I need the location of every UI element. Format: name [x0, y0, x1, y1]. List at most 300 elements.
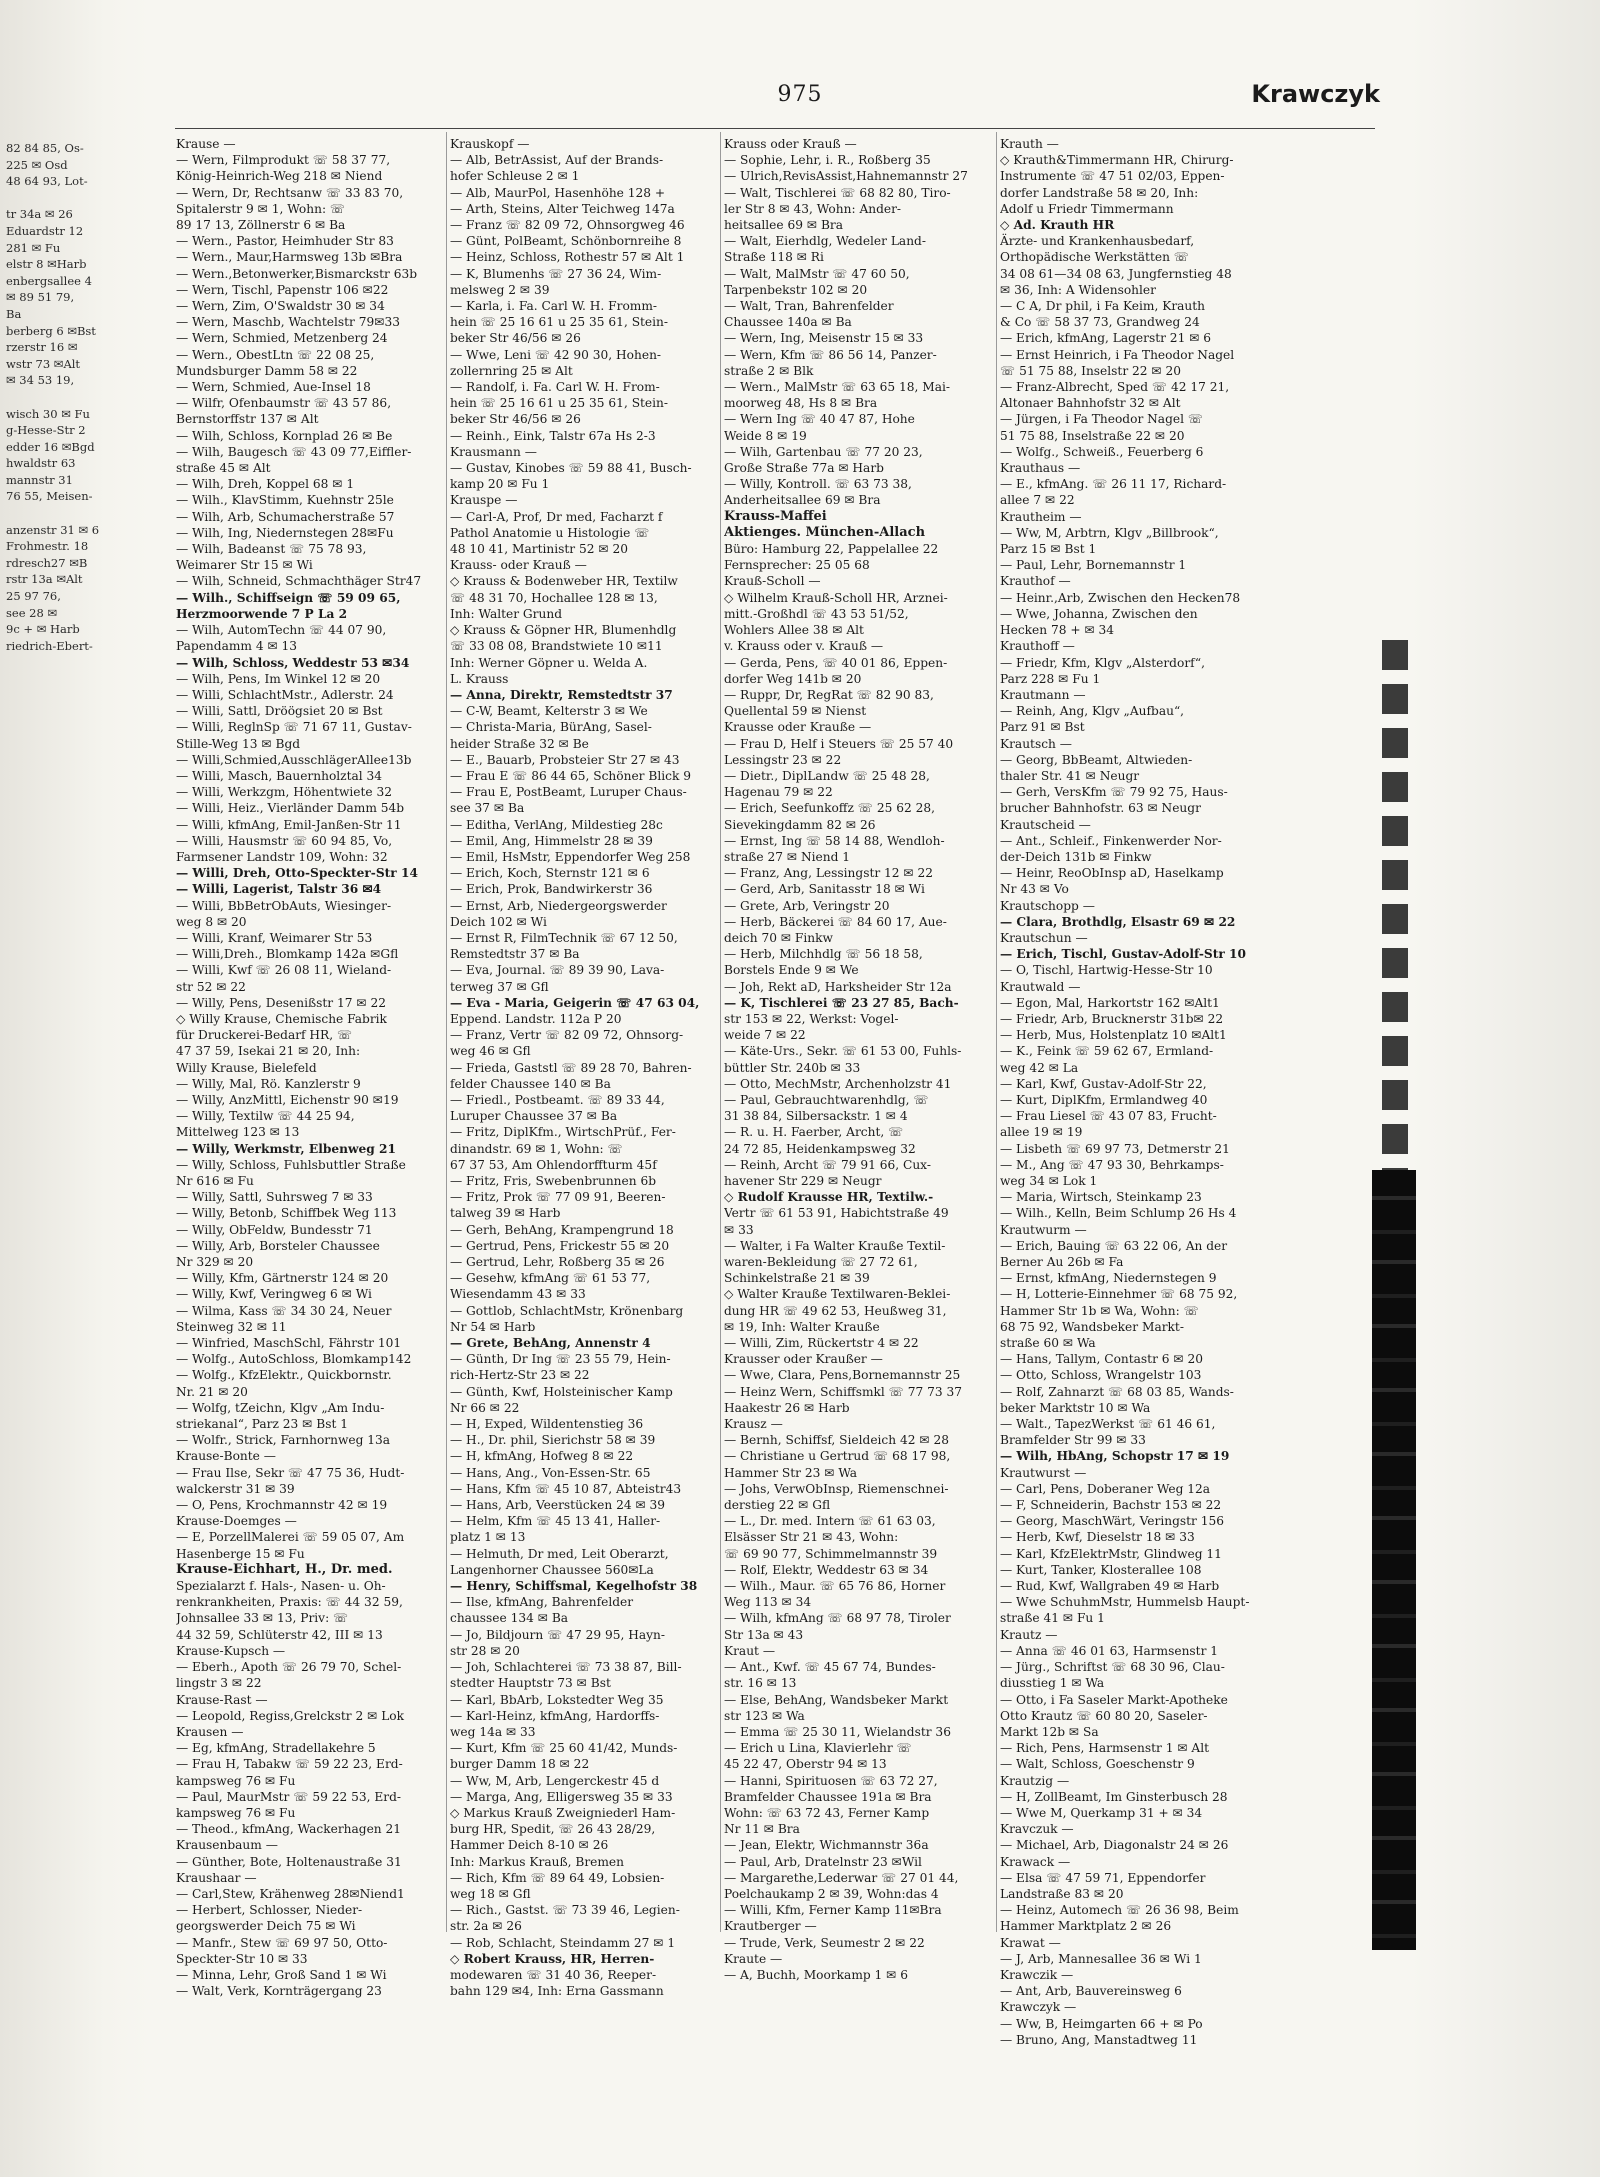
directory-entry: — Wwe, Clara, Pens,Bornemannstr 25	[724, 1368, 961, 1383]
directory-entry: diusstieg 1 ✉ Wa	[1000, 1676, 1105, 1691]
previous-page-line	[6, 505, 152, 522]
directory-entry: — Wilh, Arb, Schumacherstraße 57	[176, 509, 395, 524]
directory-entry: Krauss oder Krauß —	[724, 137, 857, 151]
directory-entry: Kraute —	[724, 1951, 783, 1966]
previous-page-line: ✉ 34 53 19,	[6, 373, 75, 388]
directory-entry: — Franz, Ang, Lessingstr 12 ✉ 22	[724, 866, 934, 881]
directory-entry: — A, Buchh, Moorkamp 1 ✉ 6	[724, 1967, 909, 1982]
directory-entry: — Jo, Bildjourn ☏ 47 29 95, Hayn-	[450, 1627, 665, 1642]
directory-entry: — Paul, Gebrauchtwarenhdlg, ☏	[724, 1092, 929, 1107]
directory-entry: — Wolfg., AutoSchloss, Blomkamp142	[176, 1352, 412, 1367]
directory-entry: — L., Dr. med. Intern ☏ 61 63 03,	[724, 1514, 936, 1529]
directory-entry: — Wern., Maur,Harmsweg 13b ✉Bra	[176, 250, 403, 265]
directory-entry: — Rud, Kwf, Wallgraben 49 ✉ Harb	[1000, 1579, 1220, 1594]
directory-entry: rich-Hertz-Str 23 ✉ 22	[450, 1368, 590, 1383]
directory-entry: — Ernst Heinrich, i Fa Theodor Nagel	[1000, 347, 1235, 362]
directory-heading: Aktienges. München-Allach	[724, 524, 926, 540]
directory-entry: Hecken 78 + ✉ 34	[1000, 623, 1115, 638]
directory-entry: Krausen —	[176, 1724, 244, 1739]
directory-entry: — Willi,Dreh., Blomkamp 142a ✉Gfl	[176, 947, 399, 962]
directory-entry: — Rich, Kfm ☏ 89 64 49, Lobsien-	[450, 1870, 665, 1885]
directory-entry: — C-W, Beamt, Kelterstr 3 ✉ We	[450, 704, 648, 719]
directory-entry: — Kurt, Kfm ☏ 25 60 41/42, Munds-	[450, 1741, 678, 1756]
directory-entry: terweg 37 ✉ Gfl	[450, 979, 549, 994]
directory-entry: dorfer Weg 141b ✉ 20	[724, 671, 862, 686]
directory-entry: — Elsa ☏ 47 59 71, Eppendorfer	[1000, 1870, 1206, 1885]
directory-entry: ✉ 19, Inh: Walter Krauße	[724, 1319, 880, 1334]
directory-entry: 34 08 61—34 08 63, Jungfernstieg 48	[1000, 266, 1232, 281]
directory-entry: weg 46 ✉ Gfl	[450, 1044, 531, 1059]
directory-entry: ✉ 36, Inh: A Widensohler	[1000, 282, 1156, 297]
directory-entry: — M., Ang ☏ 47 93 30, Behrkamps-	[1000, 1157, 1224, 1172]
directory-entry: — Walt, MalMstr ☏ 47 60 50,	[724, 266, 910, 281]
directory-entry: — Michael, Arb, Diagonalstr 24 ✉ 26	[1000, 1838, 1229, 1853]
directory-entry: — Margarethe,Lederwar ☏ 27 01 44,	[724, 1870, 959, 1885]
directory-entry: — Wern, Schmied, Aue-Insel 18	[176, 380, 371, 395]
previous-page-line: anzenstr 31 ✉ 6	[6, 522, 100, 537]
directory-entry: — Christa-Maria, BürAng, Sasel-	[450, 720, 652, 735]
previous-page-line: enbergsallee 4	[6, 273, 92, 288]
directory-entry: Langenhorner Chaussee 560✉La	[450, 1562, 654, 1577]
directory-entry: — Rich, Pens, Harmsenstr 1 ✉ Alt	[1000, 1741, 1210, 1756]
directory-entry: — Kurt, DiplKfm, Ermlandweg 40	[1000, 1092, 1208, 1107]
directory-entry: ◇ Krauss & Bodenweber HR, Textilw	[450, 574, 678, 589]
directory-entry: — Walt, Schloss, Goeschenstr 9	[1000, 1757, 1195, 1772]
directory-entry: — O, Pens, Krochmannstr 42 ✉ 19	[176, 1498, 388, 1513]
directory-entry: — Trude, Verk, Seumestr 2 ✉ 22	[724, 1935, 925, 1950]
directory-entry: Krausz —	[724, 1417, 783, 1432]
directory-entry: Adolf u Friedr Timmermann	[1000, 201, 1174, 216]
directory-entry: weg 18 ✉ Gfl	[450, 1886, 531, 1901]
directory-entry: — F, Schneiderin, Bachstr 153 ✉ 22	[1000, 1498, 1222, 1513]
directory-entry: Krauss- oder Krauß —	[450, 558, 587, 573]
directory-entry: Weg 113 ✉ 34	[724, 1595, 812, 1610]
directory-entry: ◇ Krauss & Göpner HR, Blumenhdlg	[450, 623, 677, 638]
directory-entry: — Willi, BbBetrObAuts, Wiesinger-	[176, 898, 392, 913]
directory-entry: — Henry, Schiffsmal, Kegelhofstr 38	[450, 1579, 698, 1594]
directory-entry: Str 13a ✉ 43	[724, 1627, 804, 1642]
directory-entry: hein ☏ 25 16 61 u 25 35 61, Stein-	[450, 396, 669, 411]
previous-page-line: rdresch27 ✉B	[6, 555, 88, 570]
running-head: Krawczyk	[1251, 80, 1380, 108]
directory-entry: str 28 ✉ 20	[450, 1643, 520, 1658]
directory-entry: — Willi, ReglnSp ☏ 71 67 11, Gustav-	[176, 720, 412, 735]
directory-entry: — Ernst, Arb, Niedergeorgswerder	[450, 898, 667, 913]
directory-entry: Krautwald —	[1000, 979, 1081, 994]
directory-entry: — Frau D, Helf i Steuers ☏ 25 57 40	[724, 736, 954, 751]
previous-page-line: riedrich-Ebert-	[6, 638, 93, 653]
directory-entry: — Günth, Kwf, Holsteinischer Kamp	[450, 1384, 673, 1399]
directory-entry: Straße 118 ✉ Ri	[724, 250, 824, 265]
directory-entry: Hagenau 79 ✉ 22	[724, 785, 833, 800]
directory-entry: Krause-Doemges —	[176, 1514, 297, 1529]
directory-entry: — Wilh., Maur. ☏ 65 76 86, Horner	[724, 1579, 946, 1594]
directory-entry: — Rolf, Zahnarzt ☏ 68 03 85, Wands-	[1000, 1384, 1234, 1399]
directory-entry: Nr 66 ✉ 22	[450, 1400, 520, 1415]
directory-entry: — Wern., MalMstr ☏ 63 65 18, Mai-	[724, 380, 950, 395]
directory-entry: Krausenbaum —	[176, 1838, 278, 1853]
previous-page-line: g-Hesse-Str 2	[6, 423, 86, 438]
directory-entry: Johnsallee 33 ✉ 13, Priv: ☏	[176, 1611, 349, 1626]
directory-entry: — Frau Ilse, Sekr ☏ 47 75 36, Hudt-	[176, 1465, 405, 1480]
directory-entry: — Herbert, Schlosser, Nieder-	[176, 1903, 363, 1918]
directory-entry: — Grete, BehAng, Annenstr 4	[450, 1336, 651, 1351]
directory-entry: — Rob, Schlacht, Steindamm 27 ✉ 1	[450, 1935, 676, 1950]
previous-page-line: rstr 13a ✉Alt	[6, 572, 83, 587]
previous-page-line: Eduardstr 12	[6, 223, 84, 238]
directory-entry: Krauth —	[1000, 137, 1059, 151]
directory-entry: — Hans, Arb, Veerstücken 24 ✉ 39	[450, 1498, 666, 1513]
directory-entry: walckerstr 31 ✉ 39	[176, 1481, 295, 1496]
directory-entry: — H., Dr. phil, Sierichstr 58 ✉ 39	[450, 1433, 656, 1448]
directory-entry: heitsallee 69 ✉ Bra	[724, 218, 843, 233]
directory-entry: Fernsprecher: 25 05 68	[724, 558, 870, 573]
directory-entry: Wohn: ☏ 63 72 43, Ferner Kamp	[724, 1805, 930, 1820]
directory-entry: Kraut —	[724, 1643, 776, 1658]
directory-entry: Papendamm 4 ✉ 13	[176, 639, 298, 654]
directory-entry: Krawczyk —	[1000, 2000, 1077, 2015]
directory-entry: — Paul, Lehr, Bornemannstr 1	[1000, 558, 1187, 573]
directory-entry: — Dietr., DiplLandw ☏ 25 48 28,	[724, 768, 930, 783]
directory-entry: Lessingstr 23 ✉ 22	[724, 752, 842, 767]
directory-entry: Markt 12b ✉ Sa	[1000, 1724, 1099, 1739]
directory-entry: zollernring 25 ✉ Alt	[450, 363, 573, 378]
directory-entry: — Willy, Mal, Rö. Kanzlerstr 9	[176, 1076, 361, 1091]
directory-entry: 31 38 84, Silbersackstr. 1 ✉ 4	[724, 1109, 908, 1124]
directory-entry: — Maria, Wirtsch, Steinkamp 23	[1000, 1190, 1202, 1205]
directory-entry: — Bernh, Schiffsf, Sieldeich 42 ✉ 28	[724, 1433, 949, 1448]
directory-entry: — Willi, Heiz., Vierländer Damm 54b	[176, 801, 405, 816]
directory-entry: waren-Bekleidung ☏ 27 72 61,	[724, 1255, 918, 1270]
directory-entry: Krautwurm —	[1000, 1222, 1087, 1237]
directory-entry: — Herb, Mus, Holstenplatz 10 ✉Alt1	[1000, 1028, 1227, 1043]
directory-entry: — Wern., ObestLtn ☏ 22 08 25,	[176, 347, 375, 362]
directory-entry: — Willy, ObFeldw, Bundesstr 71	[176, 1222, 373, 1237]
directory-entry: — Herb, Milchhdlg ☏ 56 18 58,	[724, 947, 923, 962]
directory-entry: mitt.-Großhdl ☏ 43 53 51/52,	[724, 606, 909, 621]
directory-entry: kampsweg 76 ✉ Fu	[176, 1773, 296, 1788]
directory-entry: — Wern.,Betonwerker,Bismarckstr 63b	[176, 266, 418, 281]
directory-entry: — Hanni, Spirituosen ☏ 63 72 27,	[724, 1773, 938, 1788]
previous-page-line: wstr 73 ✉Alt	[6, 356, 81, 371]
directory-entry: — Willy, Sattl, Suhrsweg 7 ✉ 33	[176, 1190, 373, 1205]
previous-page-line: edder 16 ✉Bgd	[6, 439, 95, 454]
directory-entry: — Willy, Werkmstr, Elbenweg 21	[176, 1141, 396, 1156]
directory-entry: — Heinr, ReoObInsp aD, Haselkamp	[1000, 866, 1224, 881]
directory-entry: — Ernst, Ing ☏ 58 14 88, Wendloh-	[724, 833, 945, 848]
directory-entry: Mundsburger Damm 58 ✉ 22	[176, 363, 358, 378]
directory-entry: büttler Str. 240b ✉ 33	[724, 1060, 861, 1075]
directory-entry: — Emma ☏ 25 30 11, Wielandstr 36	[724, 1724, 951, 1739]
directory-entry: — Wilh, Baugesch ☏ 43 09 77,Eiffler-	[176, 444, 412, 459]
directory-entry: — Erich, Koch, Sternstr 121 ✉ 6	[450, 866, 650, 881]
directory-entry: — Wilh, HbAng, Schopstr 17 ✉ 19	[1000, 1449, 1230, 1464]
directory-entry: Krautberger —	[724, 1919, 817, 1934]
directory-entry: — Ulrich,RevisAssist,Hahnemannstr 27	[724, 169, 968, 184]
directory-entry: — Wern, Ing, Meisenstr 15 ✉ 33	[724, 331, 924, 346]
directory-entry: — Eberh., Apoth ☏ 26 79 70, Schel-	[176, 1660, 402, 1675]
directory-entry: Hammer Str 23 ✉ Wa	[724, 1465, 858, 1480]
directory-entry: — Karla, i. Fa. Carl W. H. Fromm-	[450, 299, 658, 314]
directory-entry: — Wwe, Leni ☏ 42 90 30, Hohen-	[450, 347, 662, 362]
directory-entry: 67 37 53, Am Ohlendorffturm 45f	[450, 1157, 657, 1172]
directory-entry: — Wilh, Schloss, Kornplad 26 ✉ Be	[176, 428, 393, 443]
directory-entry: Nr 43 ✉ Vo	[1000, 882, 1069, 897]
directory-entry: — Willi, Sattl, Dröögsiet 20 ✉ Bst	[176, 704, 383, 719]
directory-entry: — Christiane u Gertrud ☏ 68 17 98,	[724, 1449, 951, 1464]
directory-entry: — Georg, MaschWärt, Veringstr 156	[1000, 1514, 1224, 1529]
directory-entry: — Wwe SchuhmMstr, Hummelsb Haupt-	[1000, 1595, 1250, 1610]
directory-entry: Krauthaus —	[1000, 461, 1081, 476]
directory-entry: — Gerd, Arb, Sanitasstr 18 ✉ Wi	[724, 882, 925, 897]
directory-entry: see 37 ✉ Ba	[450, 801, 525, 816]
directory-entry: — Willi, Hausmstr ☏ 60 94 85, Vo,	[176, 833, 393, 848]
directory-entry: Krawat —	[1000, 1935, 1061, 1950]
directory-entry: — Kurt, Tanker, Klosterallee 108	[1000, 1562, 1202, 1577]
directory-entry: — R. u. H. Faerber, Archt, ☏	[724, 1125, 904, 1140]
directory-entry: — H, ZollBeamt, Im Ginsterbusch 28	[1000, 1789, 1228, 1804]
directory-entry: — Hans, Kfm ☏ 45 10 87, Abteistr43	[450, 1481, 682, 1496]
directory-entry: — Willi, Werkzgm, Höhentwiete 32	[176, 785, 393, 800]
directory-entry: — Winfried, MaschSchl, Fährstr 101	[176, 1336, 402, 1351]
directory-entry: — Gertrud, Pens, Frickestr 55 ✉ 20	[450, 1238, 670, 1253]
directory-entry: — Walt, Tran, Bahrenfelder	[724, 299, 894, 314]
directory-entry: ◇ Walter Krauße Textilwaren-Beklei-	[724, 1287, 951, 1302]
directory-entry: Remstedtstr 37 ✉ Ba	[450, 947, 580, 962]
directory-entry: Nr. 21 ✉ 20	[176, 1384, 248, 1399]
directory-entry: str 123 ✉ Wa	[724, 1708, 805, 1723]
directory-heading: Krause-Eichhart, H., Dr. med.	[176, 1561, 393, 1577]
directory-entry: — Walter, i Fa Walter Krauße Textil-	[724, 1238, 946, 1253]
directory-entry: — K., Feink ☏ 59 62 67, Ermland-	[1000, 1044, 1214, 1059]
previous-page-line: wisch 30 ✉ Fu	[6, 406, 90, 421]
directory-entry: — Willy, Textilw ☏ 44 25 94,	[176, 1109, 355, 1124]
directory-entry: chaussee 134 ✉ Ba	[450, 1611, 569, 1626]
directory-entry: Nr 54 ✉ Harb	[450, 1319, 536, 1334]
directory-entry: straße 27 ✉ Niend 1	[724, 849, 850, 864]
directory-entry: Bramfelder Chaussee 191a ✉ Bra	[724, 1789, 932, 1804]
directory-entry: Parz 228 ✉ Fu 1	[1000, 671, 1101, 686]
directory-entry: — Ruppr, Dr, RegRat ☏ 82 90 83,	[724, 687, 934, 702]
directory-entry: — Rolf, Elektr, Weddestr 63 ✉ 34	[724, 1562, 929, 1577]
directory-entry: Mittelweg 123 ✉ 13	[176, 1125, 300, 1140]
directory-entry: Krautmann —	[1000, 687, 1086, 702]
directory-entry: — E, PorzellMalerei ☏ 59 05 07, Am	[176, 1530, 405, 1545]
directory-entry: — Wilma, Kass ☏ 34 30 24, Neuer	[176, 1303, 392, 1318]
directory-entry: Instrumente ☏ 47 51 02/03, Eppen-	[1000, 169, 1225, 184]
directory-entry: — Wern Ing ☏ 40 47 87, Hohe	[724, 412, 915, 427]
directory-entry: Krause-Rast —	[176, 1692, 268, 1707]
directory-entry: — Willy, Kfm, Gärtnerstr 124 ✉ 20	[176, 1271, 389, 1286]
directory-entry: 24 72 85, Heidenkampsweg 32	[724, 1141, 916, 1156]
directory-entry: dorfer Landstraße 58 ✉ 20, Inh:	[1000, 185, 1199, 200]
directory-entry: — Leopold, Regiss,Grelckstr 2 ✉ Lok	[176, 1708, 405, 1723]
directory-entry: — Walt., TapezWerkst ☏ 61 46 61,	[1000, 1417, 1216, 1432]
directory-entry: — Wolfr., Strick, Farnhornweg 13a	[176, 1433, 391, 1448]
binding-edge-mark	[1382, 640, 1408, 1170]
directory-entry: ◇ Willy Krause, Chemische Fabrik	[176, 1011, 387, 1026]
directory-entry: Krautwurst —	[1000, 1465, 1087, 1480]
directory-entry: Krawczik —	[1000, 1967, 1074, 1982]
previous-page-line: tr 34a ✉ 26	[6, 207, 73, 222]
directory-entry: — Wolfg., Schweiß., Feuerberg 6	[1000, 444, 1204, 459]
directory-entry: — Lisbeth ☏ 69 97 73, Detmerstr 21	[1000, 1141, 1230, 1156]
directory-entry: — Emil, HsMstr, Eppendorfer Weg 258	[450, 849, 691, 864]
directory-entry: — Erich, Seefunkoffz ☏ 25 62 28,	[724, 801, 936, 816]
directory-entry: felder Chaussee 140 ✉ Ba	[450, 1076, 611, 1091]
directory-entry: — Frau Liesel ☏ 43 07 83, Frucht-	[1000, 1109, 1217, 1124]
directory-entry: — Wwe M, Querkamp 31 + ✉ 34	[1000, 1805, 1203, 1820]
directory-entry: Orthopädische Werkstätten ☏	[1000, 250, 1190, 265]
directory-entry: Inh: Markus Krauß, Bremen	[450, 1854, 624, 1869]
directory-entry: georgswerder Deich 75 ✉ Wi	[176, 1919, 356, 1934]
directory-entry: — Ernst R, FilmTechnik ☏ 67 12 50,	[450, 930, 678, 945]
directory-entry: — Erich, Tischl, Gustav-Adolf-Str 10	[1000, 947, 1246, 962]
directory-entry: Farmsener Landstr 109, Wohn: 32	[176, 849, 388, 864]
directory-entry: — Wolfg, tZeichn, Klgv „Am Indu-	[176, 1400, 385, 1415]
directory-entry: Ärzte- und Krankenhausbedarf,	[1000, 234, 1195, 249]
directory-entry: — Hans, Tallym, Contastr 6 ✉ 20	[1000, 1352, 1203, 1367]
directory-entry: weg 34 ✉ Lok 1	[1000, 1174, 1098, 1188]
directory-entry: — Eva - Maria, Geigerin ☏ 47 63 04,	[450, 995, 700, 1010]
directory-entry: — Karl-Heinz, kfmAng, Hardorffs-	[450, 1708, 660, 1723]
directory-entry: ◇ Rudolf Krausse HR, Textilw.-	[724, 1190, 934, 1205]
directory-entry: talweg 39 ✉ Harb	[450, 1206, 561, 1221]
directory-entry: — Wilh, AutomTechn ☏ 44 07 90,	[176, 623, 387, 638]
directory-entry: kamp 20 ✉ Fu 1	[450, 477, 550, 492]
directory-entry: — Herb, Kwf, Dieselstr 18 ✉ 33	[1000, 1530, 1195, 1545]
directory-entry: — Wern, Tischl, Papenstr 106 ✉22	[176, 282, 389, 297]
directory-entry: — Wwe, Johanna, Zwischen den	[1000, 606, 1198, 621]
directory-entry: modewaren ☏ 31 40 36, Reeper-	[450, 1967, 657, 1982]
directory-entry: Sievekingdamm 82 ✉ 26	[724, 817, 876, 832]
directory-entry: — Willi, kfmAng, Emil-Janßen-Str 11	[176, 817, 402, 832]
page-number: 975	[777, 82, 823, 107]
directory-entry: König-Heinrich-Weg 218 ✉ Niend	[176, 169, 383, 184]
directory-entry: burg HR, Spedit, ☏ 26 43 28/29,	[450, 1822, 656, 1837]
directory-entry: — Georg, BbBeamt, Altwieden-	[1000, 752, 1193, 767]
directory-entry: 48 10 41, Martinistr 52 ✉ 20	[450, 542, 628, 557]
directory-entry: — Ant, Arb, Bauvereinsweg 6	[1000, 1984, 1182, 1999]
previous-page-line: 281 ✉ Fu	[6, 240, 61, 255]
directory-entry: Poelchaukamp 2 ✉ 39, Wohn:das 4	[724, 1886, 939, 1901]
directory-entry: moorweg 48, Hs 8 ✉ Bra	[724, 396, 878, 411]
directory-entry: — Editha, VerlAng, Mildestieg 28c	[450, 817, 663, 832]
directory-entry: melsweg 2 ✉ 39	[450, 282, 550, 297]
directory-entry: straße 41 ✉ Fu 1	[1000, 1611, 1105, 1626]
directory-entry: burger Damm 18 ✉ 22	[450, 1757, 590, 1772]
directory-entry: — Erich u Lina, Klavierlehr ☏	[724, 1741, 912, 1756]
directory-entry: Schinkelstraße 21 ✉ 39	[724, 1271, 870, 1286]
directory-entry: — Ilse, kfmAng, Bahrenfelder	[450, 1595, 634, 1610]
directory-entry: — Ant., Kwf. ☏ 45 67 74, Bundes-	[724, 1660, 936, 1675]
directory-entry: — Wilh, Ing, Niedernstegen 28✉Fu	[176, 525, 394, 540]
directory-entry: — Herb, Bäckerei ☏ 84 60 17, Aue-	[724, 914, 947, 929]
directory-entry: — O, Tischl, Hartwig-Hesse-Str 10	[1000, 963, 1213, 978]
directory-entry: Krauß-Scholl —	[724, 574, 821, 589]
directory-entry: Krautschun —	[1000, 930, 1088, 945]
directory-entry: straße 2 ✉ Blk	[724, 363, 814, 378]
directory-entry: thaler Str. 41 ✉ Neugr	[1000, 768, 1140, 783]
directory-entry: & Co ☏ 58 37 73, Grandweg 24	[1000, 315, 1200, 330]
directory-entry: — Ww, M, Arb, Lengerckestr 45 d	[450, 1773, 660, 1788]
directory-entry: 45 22 47, Oberstr 94 ✉ 13	[724, 1757, 887, 1772]
directory-entry: — Grete, Arb, Veringstr 20	[724, 898, 890, 913]
previous-page-line: 82 84 85, Os-	[6, 141, 84, 155]
directory-entry: — Willi, Zim, Rückertstr 4 ✉ 22	[724, 1336, 919, 1351]
directory-entry: Stille-Weg 13 ✉ Bgd	[176, 736, 301, 751]
directory-entry: weg 14a ✉ 33	[450, 1724, 536, 1739]
directory-entry: — Franz, Vertr ☏ 82 09 72, Ohnsorg-	[450, 1028, 684, 1043]
directory-entry: v. Krauss oder v. Krauß —	[724, 639, 884, 654]
directory-entry: ler Str 8 ✉ 43, Wohn: Ander-	[724, 201, 902, 216]
directory-entry: brucher Bahnhofstr. 63 ✉ Neugr	[1000, 801, 1201, 816]
previous-page-line: 48 64 93, Lot-	[6, 174, 88, 189]
directory-entry: Krauspe —	[450, 493, 518, 508]
directory-entry: — Fritz, Prok ☏ 77 09 91, Beeren-	[450, 1190, 666, 1205]
previous-page-edge	[0, 0, 150, 2177]
directory-entry: 51 75 88, Inselstraße 22 ✉ 20	[1000, 428, 1185, 443]
directory-entry: der-Deich 131b ✉ Finkw	[1000, 849, 1152, 864]
directory-entry: Nr 329 ✉ 20	[176, 1255, 254, 1270]
directory-entry: — Wern, Schmied, Metzenberg 24	[176, 331, 388, 346]
previous-page-line: 9c + ✉ Harb	[6, 622, 80, 637]
directory-entry: — Helmuth, Dr med, Leit Oberarzt,	[450, 1546, 669, 1561]
directory-entry: Vertr ☏ 61 53 91, Habichtstraße 49	[724, 1206, 949, 1221]
directory-entry: — Alb, BetrAssist, Auf der Brands-	[450, 153, 664, 168]
directory-entry: Speckter-Str 10 ✉ 33	[176, 1951, 308, 1966]
directory-entry: Nr 11 ✉ Bra	[724, 1822, 800, 1837]
directory-entry: Bernstorffstr 137 ✉ Alt	[176, 412, 319, 427]
directory-entry: Herzmoorwende 7 P La 2	[176, 606, 348, 621]
previous-page-line: 225 ✉ Osd	[6, 157, 68, 172]
directory-entry: Parz 15 ✉ Bst 1	[1000, 542, 1097, 557]
directory-entry: renkrankheiten, Praxis: ☏ 44 32 59,	[176, 1595, 403, 1610]
directory-entry: — Jürg., Schriftst ☏ 68 30 96, Clau-	[1000, 1660, 1225, 1675]
directory-entry: Weide 8 ✉ 19	[724, 428, 807, 443]
directory-entry: — Willy, Kwf, Veringweg 6 ✉ Wi	[176, 1287, 372, 1302]
directory-entry: — Otto, MechMstr, Archenholzstr 41	[724, 1076, 952, 1091]
directory-entry: — Karl, BbArb, Lokstedter Weg 35	[450, 1692, 664, 1707]
previous-page-line: hwaldstr 63	[6, 456, 76, 471]
directory-entry: — Wern, Dr, Rechtsanw ☏ 33 83 70,	[176, 185, 404, 200]
directory-entry: heider Straße 32 ✉ Be	[450, 736, 589, 751]
directory-entry: — H, Lotterie-Einnehmer ☏ 68 75 92,	[1000, 1287, 1238, 1302]
previous-page-line: Ba	[6, 306, 22, 321]
directory-entry: Elsässer Str 21 ✉ 43, Wohn:	[724, 1530, 899, 1545]
directory-entry: — Frau E, PostBeamt, Luruper Chaus-	[450, 785, 687, 800]
directory-entry: Otto Krautz ☏ 60 80 20, Saseler-	[1000, 1708, 1208, 1723]
directory-entry: — Clara, Brothdlg, Elsastr 69 ✉ 22	[1000, 914, 1236, 929]
directory-entry: platz 1 ✉ 13	[450, 1530, 526, 1545]
directory-entry: Krautscheid —	[1000, 817, 1091, 832]
directory-entry: — Willi, Lagerist, Talstr 36 ✉4	[176, 882, 382, 897]
directory-entry: Weimarer Str 15 ✉ Wi	[176, 558, 313, 573]
directory-entry: — Erich, Prok, Bandwirkerstr 36	[450, 882, 653, 897]
directory-entry: Tarpenbekstr 102 ✉ 20	[724, 282, 868, 297]
directory-entry: — Ernst, kfmAng, Niedernstegen 9	[1000, 1271, 1217, 1286]
directory-entry: Krauskopf —	[450, 137, 530, 151]
directory-entry: — Heinz, Schloss, Rothestr 57 ✉ Alt 1	[450, 250, 685, 265]
directory-entry: — Heinz, Automech ☏ 26 36 98, Beim	[1000, 1903, 1239, 1918]
directory-entry: ◇ Wilhelm Krauß-Scholl HR, Arznei-	[724, 590, 948, 605]
directory-entry: — Alb, MaurPol, Hasenhöhe 128 +	[450, 185, 666, 200]
directory-entry: striekanal“, Parz 23 ✉ Bst 1	[176, 1417, 348, 1432]
directory-entry: — Willi, Kfm, Ferner Kamp 11✉Bra	[724, 1903, 942, 1918]
directory-entry: — Anna ☏ 46 01 63, Harmsenstr 1	[1000, 1643, 1219, 1658]
directory-heading: Krauss-Maffei	[724, 508, 827, 524]
directory-entry: — Manfr., Stew ☏ 69 97 50, Otto-	[176, 1935, 388, 1950]
